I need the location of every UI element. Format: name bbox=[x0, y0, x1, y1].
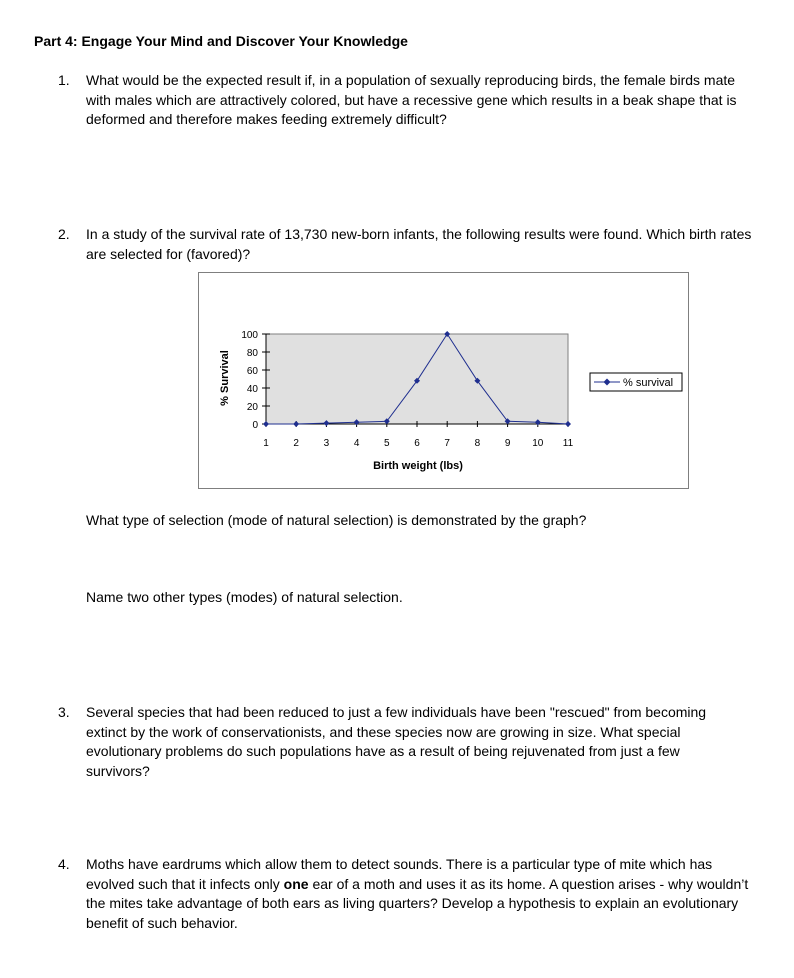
page-heading: Part 4: Engage Your Mind and Discover Your Knowledge bbox=[34, 33, 408, 49]
question-4-number: 4. bbox=[58, 856, 70, 872]
question-2-text: In a study of the survival rate of 13,730 new-born infants, the following results were found. Which birth rates are selected for (favored)? bbox=[86, 226, 752, 262]
x-tick-label: 8 bbox=[474, 438, 481, 449]
x-tick-label: 5 bbox=[384, 438, 390, 449]
y-tick-label: 80 bbox=[246, 348, 258, 359]
question-4-text bbox=[86, 855, 756, 933]
x-tick-label: 10 bbox=[532, 438, 544, 449]
y-axis bbox=[241, 330, 270, 431]
y-axis-label: % Survival bbox=[219, 350, 231, 406]
other-types-question: Name two other types (modes) of natural selection. bbox=[86, 589, 403, 605]
question-1-number: 1. bbox=[58, 72, 70, 88]
x-tick-label: 7 bbox=[444, 438, 450, 449]
question-3-number: 3. bbox=[58, 704, 70, 720]
y-tick-label: 40 bbox=[246, 384, 258, 395]
y-tick-label: 100 bbox=[241, 330, 258, 341]
selection-type-question: What type of selection (mode of natural selection) is demonstrated by the graph? bbox=[86, 512, 587, 528]
y-tick-label: 20 bbox=[246, 402, 258, 413]
y-tick-label: 0 bbox=[252, 420, 258, 431]
question-1-text: What would be the expected result if, in a population of sexually reproducing birds, the female birds mate with males which are attractively colored, but have a recessive gene which results in a beak shape that is deformed and therefore makes feeding extremely difficult? bbox=[86, 72, 737, 127]
legend bbox=[590, 373, 682, 391]
x-tick-label: 3 bbox=[323, 438, 330, 449]
survival-chart bbox=[198, 272, 689, 489]
survival-chart-svg bbox=[199, 273, 688, 488]
x-tick-label: 9 bbox=[504, 438, 511, 449]
y-tick-label: 60 bbox=[246, 366, 258, 377]
x-axis bbox=[263, 421, 573, 449]
question-4-text-before: Moths have eardrums which allow them to detect sounds. There is a particular type of mite which has evolved such that it infects only bbox=[86, 856, 713, 892]
question-4-text-after: ear of a moth and uses it as its home. A question arises - why wouldn’t the mites take advantage of both ears as living quarters? Develop a hypothesis to explain an evolutionary benefit of such behavior. bbox=[86, 875, 749, 931]
x-tick-label: 6 bbox=[414, 438, 420, 449]
question-2-number: 2. bbox=[58, 226, 70, 242]
x-tick-label: 4 bbox=[353, 438, 360, 449]
x-tick-label: 2 bbox=[293, 438, 299, 449]
x-tick-label: 1 bbox=[263, 438, 269, 449]
x-tick-label: 11 bbox=[562, 438, 574, 449]
legend-label: % survival bbox=[623, 377, 674, 389]
x-axis-label: Birth weight (lbs) bbox=[373, 460, 463, 472]
question-3-text: Several species that had been reduced to just a few individuals have been "rescued" from becoming extinct by the work of conservationists, and these species now are growing in size. What special evolutionary problems do such populations have as a result of being rejuvenated from just a few survivors? bbox=[86, 704, 707, 779]
question-4-text-emphasis: one bbox=[283, 875, 309, 892]
